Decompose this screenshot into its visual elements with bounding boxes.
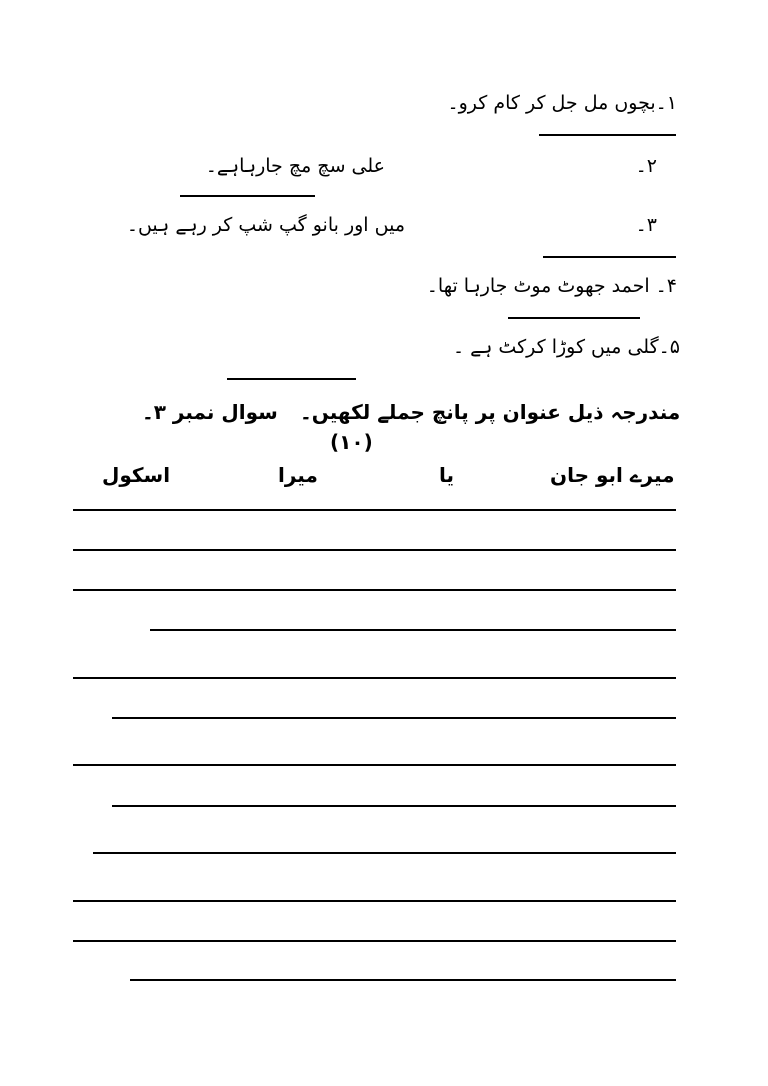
sentence-2-number: ۲۔ <box>635 155 657 177</box>
sentence-3-text: میں اور بانو گپ شپ کر رہے ہیں۔ <box>126 214 405 236</box>
topic-ya: یا <box>439 463 455 487</box>
writing-line-7 <box>73 764 676 766</box>
topic-mere-abu-jan: میرے ابو جان <box>550 463 675 487</box>
sentence-4: ۴۔ احمد جھوٹ موٹ جارہا تھا۔ <box>426 275 677 297</box>
writing-line-1 <box>73 509 676 511</box>
question-instruction: مندرجہ ذیل عنوان پر پانچ جملے لکھیں۔ <box>300 400 681 424</box>
writing-line-6 <box>112 717 676 719</box>
writing-line-5 <box>73 677 676 679</box>
sentence-1: ۱۔بچوں مل جل کر کام کرو۔ <box>447 92 677 114</box>
answer-blank-2 <box>180 195 315 197</box>
question-label: سوال نمبر ۳۔ <box>142 400 278 424</box>
writing-line-12 <box>130 979 676 981</box>
writing-line-9 <box>93 852 676 854</box>
writing-line-2 <box>73 549 676 551</box>
writing-line-8 <box>112 805 676 807</box>
topic-mera: میرا <box>278 463 318 487</box>
writing-line-10 <box>73 900 676 902</box>
answer-blank-5 <box>227 378 356 380</box>
sentence-5: ۵۔گلی میں کوڑا کرکٹ ہے ۔ <box>452 336 680 358</box>
answer-blank-3 <box>543 256 676 258</box>
writing-line-4 <box>150 629 676 631</box>
writing-line-11 <box>73 940 676 942</box>
topic-school: اسکول <box>102 463 171 487</box>
writing-line-3 <box>73 589 676 591</box>
sentence-2-text: علی سچ مچ جارہاہے۔ <box>205 155 385 177</box>
sentence-3-number: ۳۔ <box>635 214 657 236</box>
answer-blank-1 <box>539 134 676 136</box>
question-marks: (۱۰) <box>330 430 373 454</box>
answer-blank-4 <box>508 317 640 319</box>
